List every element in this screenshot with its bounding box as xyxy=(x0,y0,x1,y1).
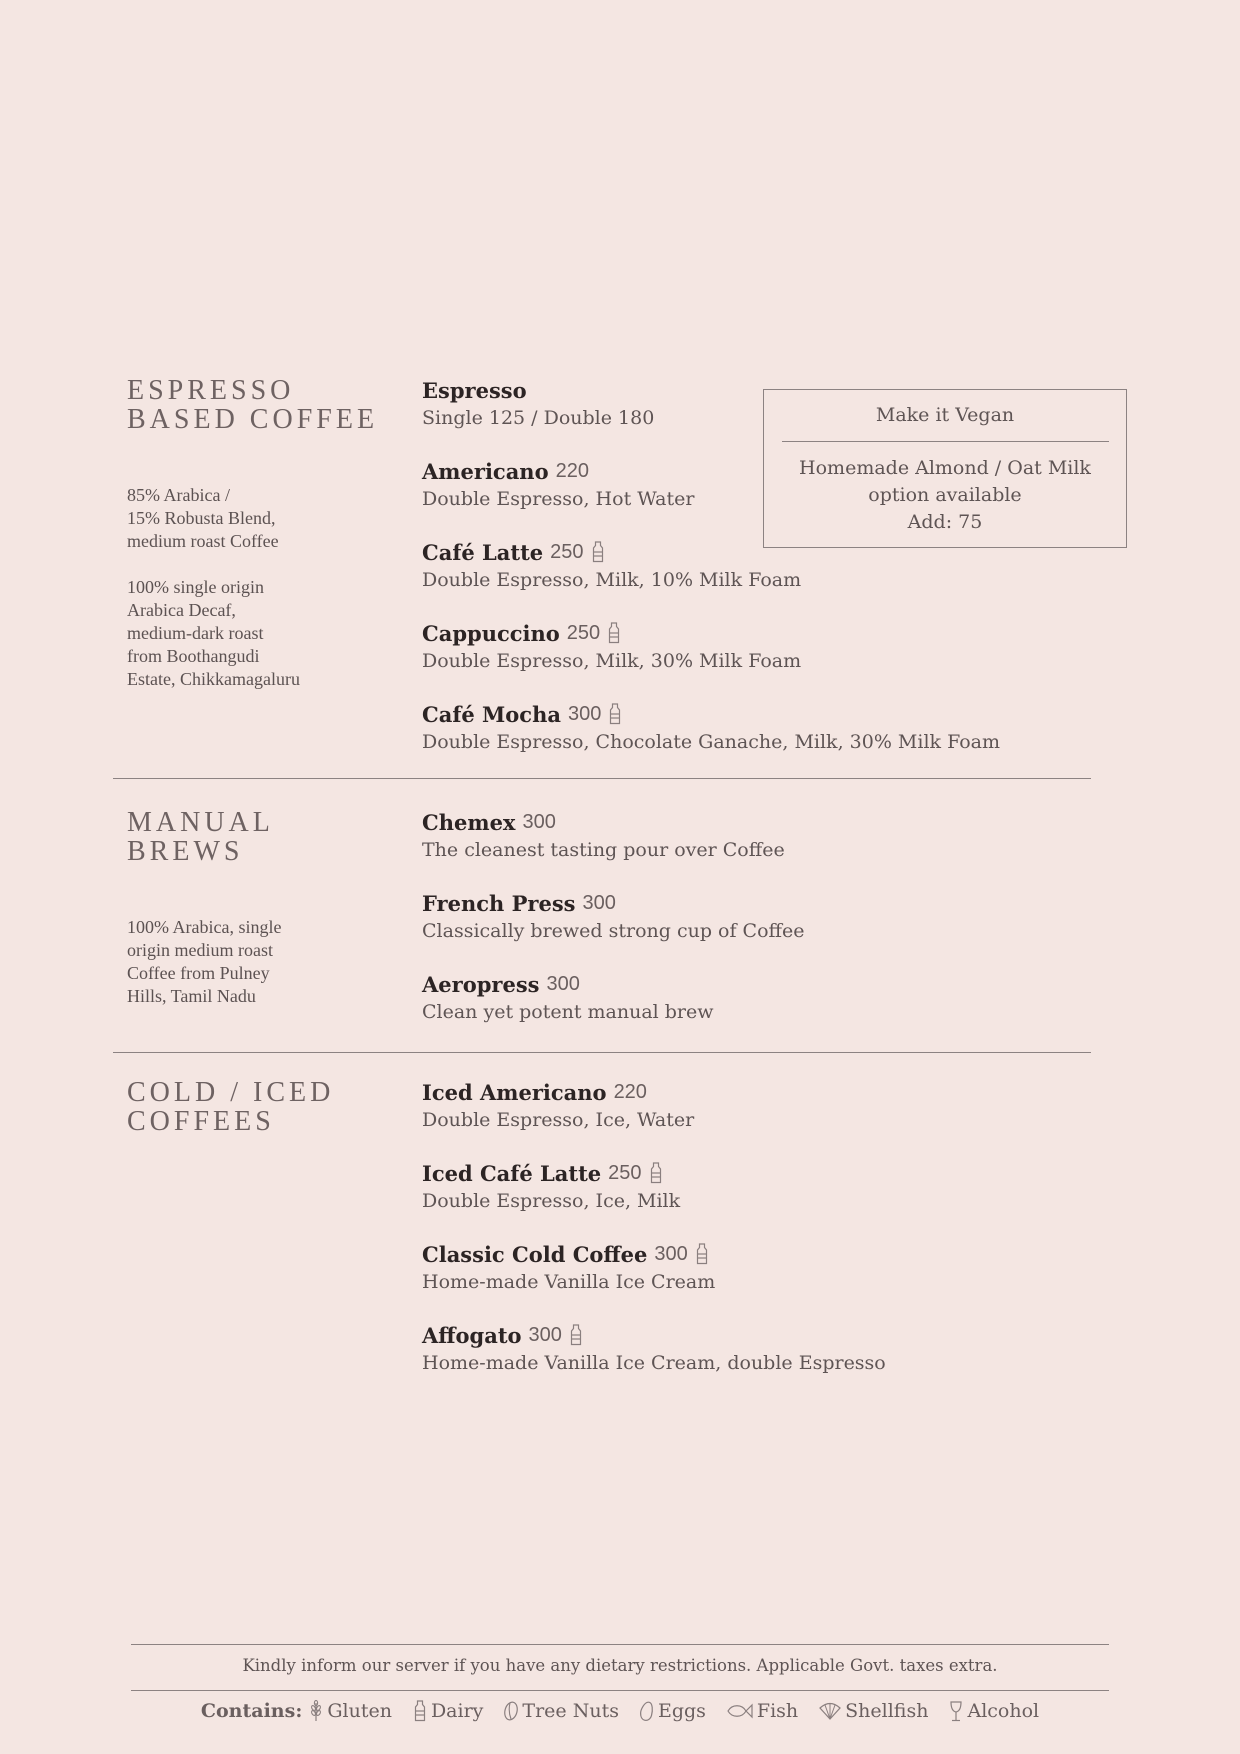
allergen-alcohol xyxy=(948,1700,1039,1722)
item-description: Single 125 / Double 180 xyxy=(422,407,655,429)
menu-item xyxy=(422,970,1122,1026)
milk-bottle-icon xyxy=(696,1243,708,1265)
menu-item xyxy=(422,700,1122,756)
item-name: French Press xyxy=(422,890,576,916)
item-price: 250 xyxy=(550,540,584,563)
egg-icon xyxy=(639,1700,655,1722)
item-name: Iced Americano xyxy=(422,1079,607,1105)
item-description: Double Espresso, Milk, 10% Milk Foam xyxy=(422,569,802,591)
allergen-fish xyxy=(726,1700,798,1722)
milk-bottle-icon xyxy=(570,1324,582,1346)
item-description: Home-made Vanilla Ice Cream xyxy=(422,1271,716,1293)
allergen-shellfish xyxy=(818,1700,928,1722)
allergen-label: Eggs xyxy=(657,1700,706,1722)
item-description: Clean yet potent manual brew xyxy=(422,1001,714,1023)
milk-bottle-icon xyxy=(608,622,620,644)
allergen-legend xyxy=(131,1700,1109,1722)
item-price: 300 xyxy=(546,972,580,995)
dietary-note: Kindly inform our server if you have any dietary restrictions. Applicable Govt. taxes extra. xyxy=(242,1656,998,1675)
section-divider xyxy=(113,778,1091,779)
item-price: 220 xyxy=(613,1080,647,1103)
menu-item xyxy=(422,889,1122,945)
wine-glass-icon xyxy=(948,1700,964,1722)
item-name: Americano xyxy=(422,458,549,484)
section-note: 100% Arabica, single origin medium roast Coffee from Pulney Hills, Tamil Nadu xyxy=(127,917,282,1006)
item-name: Aeropress xyxy=(422,971,540,997)
section-divider xyxy=(113,1052,1091,1053)
vegan-title: Make it Vegan xyxy=(875,404,1015,426)
nut-icon xyxy=(503,1700,519,1722)
item-price: 300 xyxy=(567,702,602,725)
section-head xyxy=(127,808,387,1008)
item-price: 300 xyxy=(528,1323,562,1346)
allergen-gluten xyxy=(308,1700,392,1722)
section-title: ESPRESSO BASED COFFEE xyxy=(127,375,379,435)
item-name: Espresso xyxy=(422,377,527,403)
allergen-dairy xyxy=(412,1700,483,1722)
allergen-label: Gluten xyxy=(327,1700,392,1722)
item-price: 220 xyxy=(555,459,589,482)
item-description: Classically brewed strong cup of Coffee xyxy=(422,920,805,942)
allergen-label: Shellfish xyxy=(845,1700,929,1722)
section-note: 100% single origin Arabica Decaf, medium-dark roast from Boothangudi Estate, Chikkamagaluru xyxy=(127,577,300,689)
item-description: Double Espresso, Ice, Water xyxy=(422,1109,695,1131)
item-price: 300 xyxy=(582,891,616,914)
allergen-label: Fish xyxy=(756,1700,799,1722)
item-price: 250 xyxy=(566,621,601,644)
item-price: 300 xyxy=(522,810,556,833)
item-name: Café Latte xyxy=(422,539,544,565)
wheat-icon xyxy=(308,1700,324,1722)
milk-bottle-icon xyxy=(650,1162,662,1184)
item-price: 250 xyxy=(608,1161,642,1184)
menu-item xyxy=(422,619,1122,675)
vegan-body: Homemade Almond / Oat Milk option available Add: 75 xyxy=(799,457,1091,533)
milk-bottle-icon xyxy=(412,1700,428,1722)
menu-item xyxy=(422,1240,1122,1296)
item-name: Classic Cold Coffee xyxy=(422,1241,648,1267)
allergen-label: Alcohol xyxy=(967,1700,1040,1722)
fish-icon xyxy=(726,1700,754,1722)
menu-item xyxy=(422,1078,1122,1134)
item-description: Double Espresso, Hot Water xyxy=(422,488,695,510)
allergen-label: Dairy xyxy=(430,1700,484,1722)
section-note: 85% Arabica / 15% Robusta Blend, medium roast Coffee xyxy=(127,485,279,551)
item-list xyxy=(422,1078,1122,1402)
milk-bottle-icon xyxy=(609,703,621,725)
footer-divider-bottom xyxy=(131,1690,1109,1691)
item-name: Chemex xyxy=(422,809,516,835)
item-name: Affogato xyxy=(422,1322,522,1348)
section-head xyxy=(127,376,387,691)
allergen-eggs xyxy=(639,1700,706,1722)
contains-label: Contains: xyxy=(200,1700,303,1722)
item-description: Double Espresso, Chocolate Ganache, Milk, 30% Milk Foam xyxy=(422,731,1001,753)
menu-item xyxy=(422,808,1122,864)
section-title: MANUAL BREWS xyxy=(127,807,274,867)
section-title: COLD / ICED COFFEES xyxy=(127,1077,335,1137)
divider xyxy=(782,441,1109,442)
shell-icon xyxy=(818,1700,842,1722)
item-price: 300 xyxy=(654,1242,688,1265)
item-name: Cappuccino xyxy=(422,620,560,646)
allergen-tree-nuts xyxy=(503,1700,619,1722)
allergen-label: Tree Nuts xyxy=(522,1700,619,1722)
menu-item xyxy=(422,1321,1122,1377)
item-description: Double Espresso, Milk, 30% Milk Foam xyxy=(422,650,802,672)
section-head xyxy=(127,1078,387,1136)
item-name: Café Mocha xyxy=(422,701,561,727)
vegan-option-box xyxy=(763,389,1127,548)
item-description: The cleanest tasting pour over Coffee xyxy=(422,839,785,861)
menu-item xyxy=(422,1159,1122,1215)
item-description: Home-made Vanilla Ice Cream, double Espresso xyxy=(422,1352,886,1374)
item-list xyxy=(422,808,1122,1051)
milk-bottle-icon xyxy=(592,541,604,563)
item-name: Iced Café Latte xyxy=(422,1160,602,1186)
item-description: Double Espresso, Ice, Milk xyxy=(422,1190,681,1212)
footer-divider-top xyxy=(131,1644,1109,1645)
